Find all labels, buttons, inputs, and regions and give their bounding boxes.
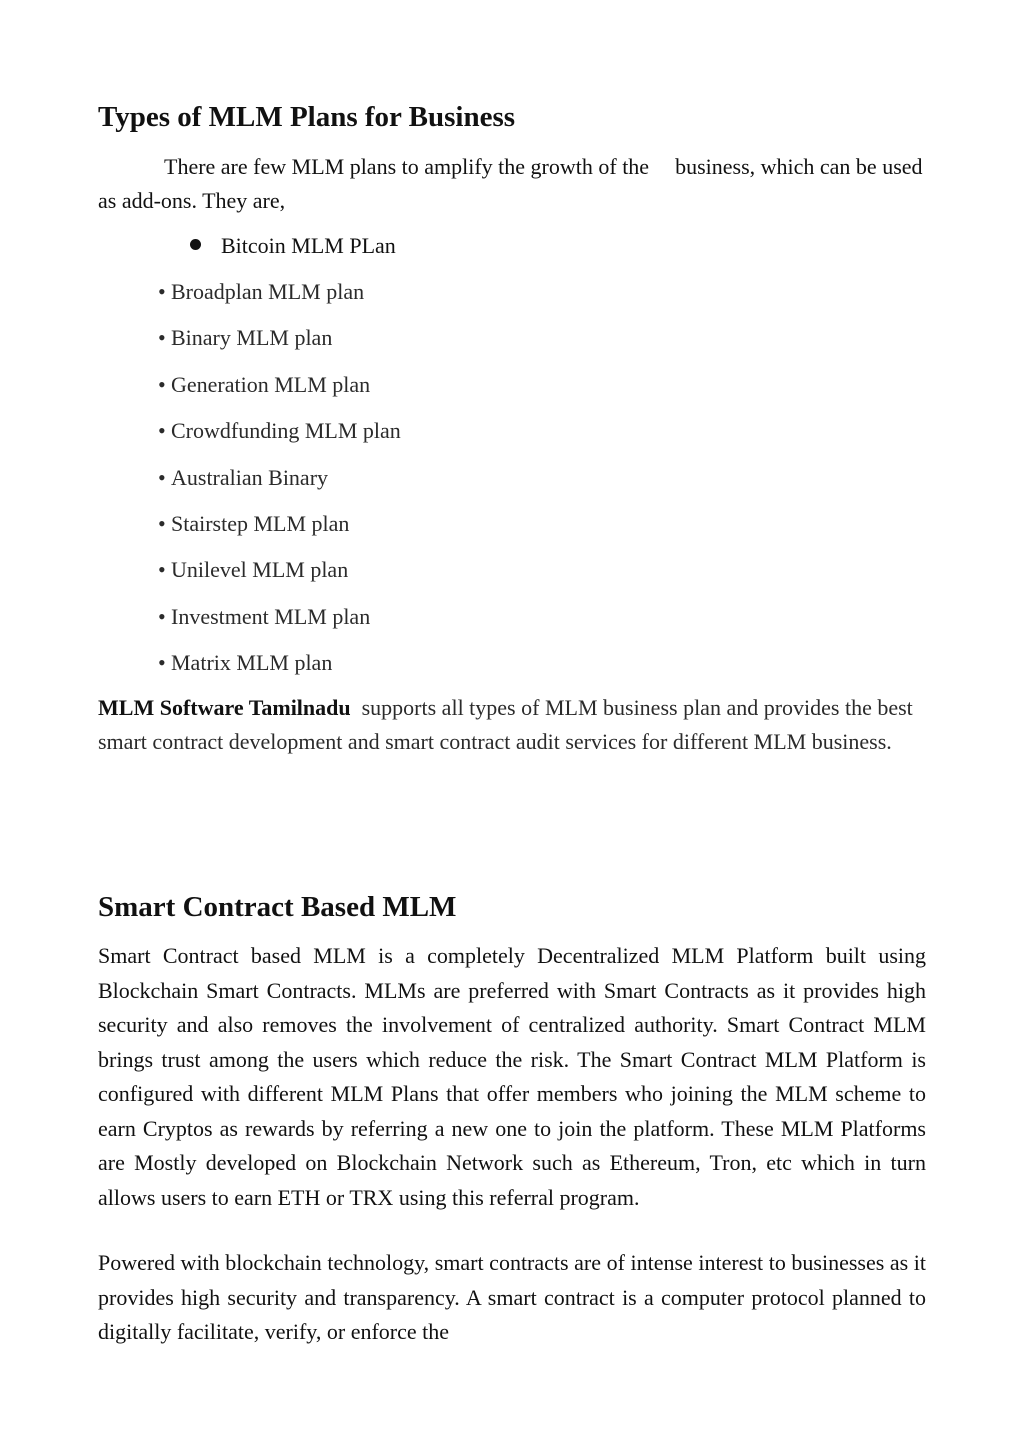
- company-name: MLM Software Tamilnadu: [98, 695, 351, 720]
- list-item: [158, 414, 401, 460]
- bullet-icon: •: [158, 325, 166, 351]
- list-item: [158, 321, 401, 367]
- list-item-bitcoin: [190, 229, 396, 263]
- bullet-icon: •: [158, 603, 166, 629]
- bullet-icon: •: [158, 371, 166, 397]
- list-item: [158, 368, 401, 414]
- intro-text-part1: There are few MLM plans to amplify the growth of the: [164, 154, 650, 179]
- list-item-label: Investment MLM plan: [171, 603, 371, 629]
- list-item: [158, 600, 401, 646]
- bullet-icon: •: [158, 557, 166, 583]
- list-item: [158, 461, 401, 507]
- bullet-icon: •: [158, 650, 166, 676]
- section-title-mlm-plans: Types of MLM Plans for Business: [98, 101, 516, 133]
- list-item-label: Binary MLM plan: [171, 325, 333, 351]
- support-paragraph: [98, 691, 924, 759]
- section-title-smart-contract: Smart Contract Based MLM: [98, 891, 457, 923]
- list-item-label: Generation MLM plan: [171, 371, 371, 397]
- intro-text-part2: business, which can be used as add-ons. They are,: [98, 154, 923, 213]
- list-item-label: Crowdfunding MLM plan: [171, 418, 401, 444]
- bullet-icon: •: [158, 279, 166, 304]
- list-item-label: Unilevel MLM plan: [171, 557, 349, 583]
- list-item-label: Bitcoin MLM PLan: [221, 233, 396, 258]
- list-item: [158, 646, 401, 692]
- list-item-label: Matrix MLM plan: [171, 650, 333, 676]
- smart-contract-paragraph-2: Powered with blockchain technology, smart contracts are of intense interest to businesses as it provides high security and transparency. A smart contract is a computer protocol planned to digitally facilitate, verify, or enforce the: [98, 1250, 926, 1344]
- list-item-label: Australian Binary: [171, 464, 329, 490]
- bullet-dot-icon: [190, 239, 201, 250]
- list-item: [158, 507, 401, 553]
- list-item: [158, 553, 401, 599]
- list-item: [158, 275, 401, 321]
- support-text: supports all types of MLM business plan and provides the best smart contract development and smart contract audit services for different MLM business.: [98, 695, 913, 754]
- bullet-icon: •: [158, 464, 166, 490]
- mlm-plan-list: [158, 275, 401, 693]
- smart-contract-paragraph-1: Smart Contract based MLM is a completely Decentralized MLM Platform built using Blockchain Smart Contracts. MLMs are preferred with Smart Contracts as it provides high security and also removes the involvement of centralized authority. Smart Contract MLM brings trust among the users which reduce the risk. The Smart Contract MLM Platform is configured with different MLM Plans that offer members who joining the MLM scheme to earn Cryptos as rewards by referring a new one to join the platform. These MLM Platforms are Mostly developed on Blockchain Network such as Ethereum, Tron, etc which in turn allows users to earn ETH or TRX using this referral program.: [98, 943, 926, 1210]
- list-item-label: Broadplan MLM plan: [171, 279, 365, 304]
- intro-paragraph: [98, 150, 924, 218]
- bullet-icon: •: [158, 510, 166, 536]
- bullet-icon: •: [158, 418, 166, 444]
- list-item-label: Stairstep MLM plan: [171, 510, 350, 536]
